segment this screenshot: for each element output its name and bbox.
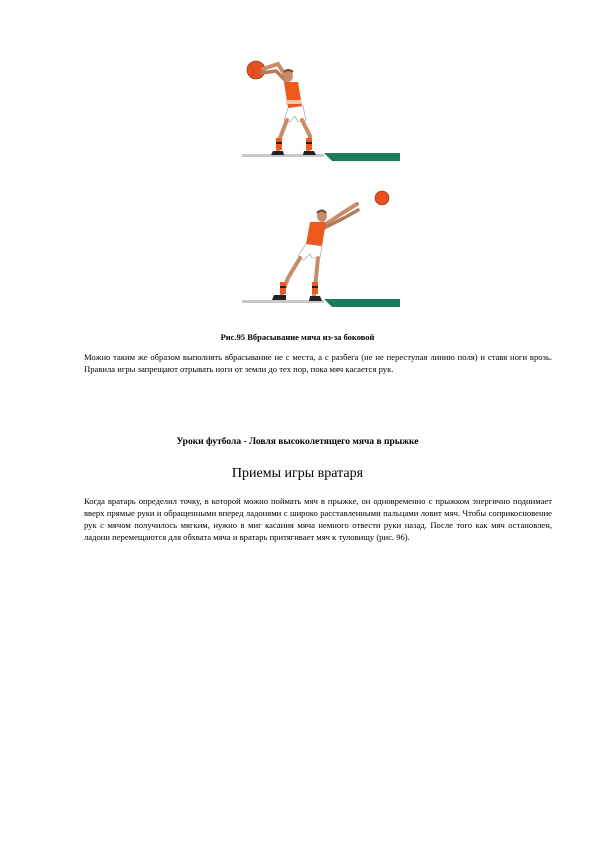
player-drawing-top [240, 56, 400, 168]
field-line-green [324, 299, 400, 307]
ball [375, 191, 389, 205]
throw-in-illustration-top [240, 56, 400, 168]
section-subtitle: Уроки футбола - Ловля высоколетящего мяча в прыжке [176, 437, 419, 447]
figure-caption: Рис.95 Вбрасывание мяча из-за боковой [220, 332, 375, 342]
shirt [306, 222, 326, 246]
throw-in-illustration-bottom [240, 186, 400, 314]
field-line-green [324, 153, 400, 161]
section-heading: Приемы игры вратаря [231, 466, 364, 481]
player-drawing-bottom [240, 186, 400, 314]
shirt [284, 82, 302, 108]
paragraph-goalkeeper: Когда вратарь определил точку, в которой можно поймать мяч в прыжке, он одновременно с прыжком энергично поднимает вверх прямые руки и обращенными вперед ладонями с широко расставленными пальцами ловит мяч. Чтобы соприкосновение рук с мячом получилось мягким, нужно в миг касания мяча немного отвести руки назад. После того как мяч остановлен, ладони перемещаются для обхвата мяча и вратарь притягивает мяч к туловищу (рис. 96). [84, 496, 552, 542]
paragraph-throw-in: Можно таким же образом выполнять вбрасывание не с места, а с разбега (не не переступая линию поля) и ставя ноги врозь. Правила игры запрещают отрывать ноги от земли до тех пор, пока мяч касается рук. [84, 352, 552, 374]
